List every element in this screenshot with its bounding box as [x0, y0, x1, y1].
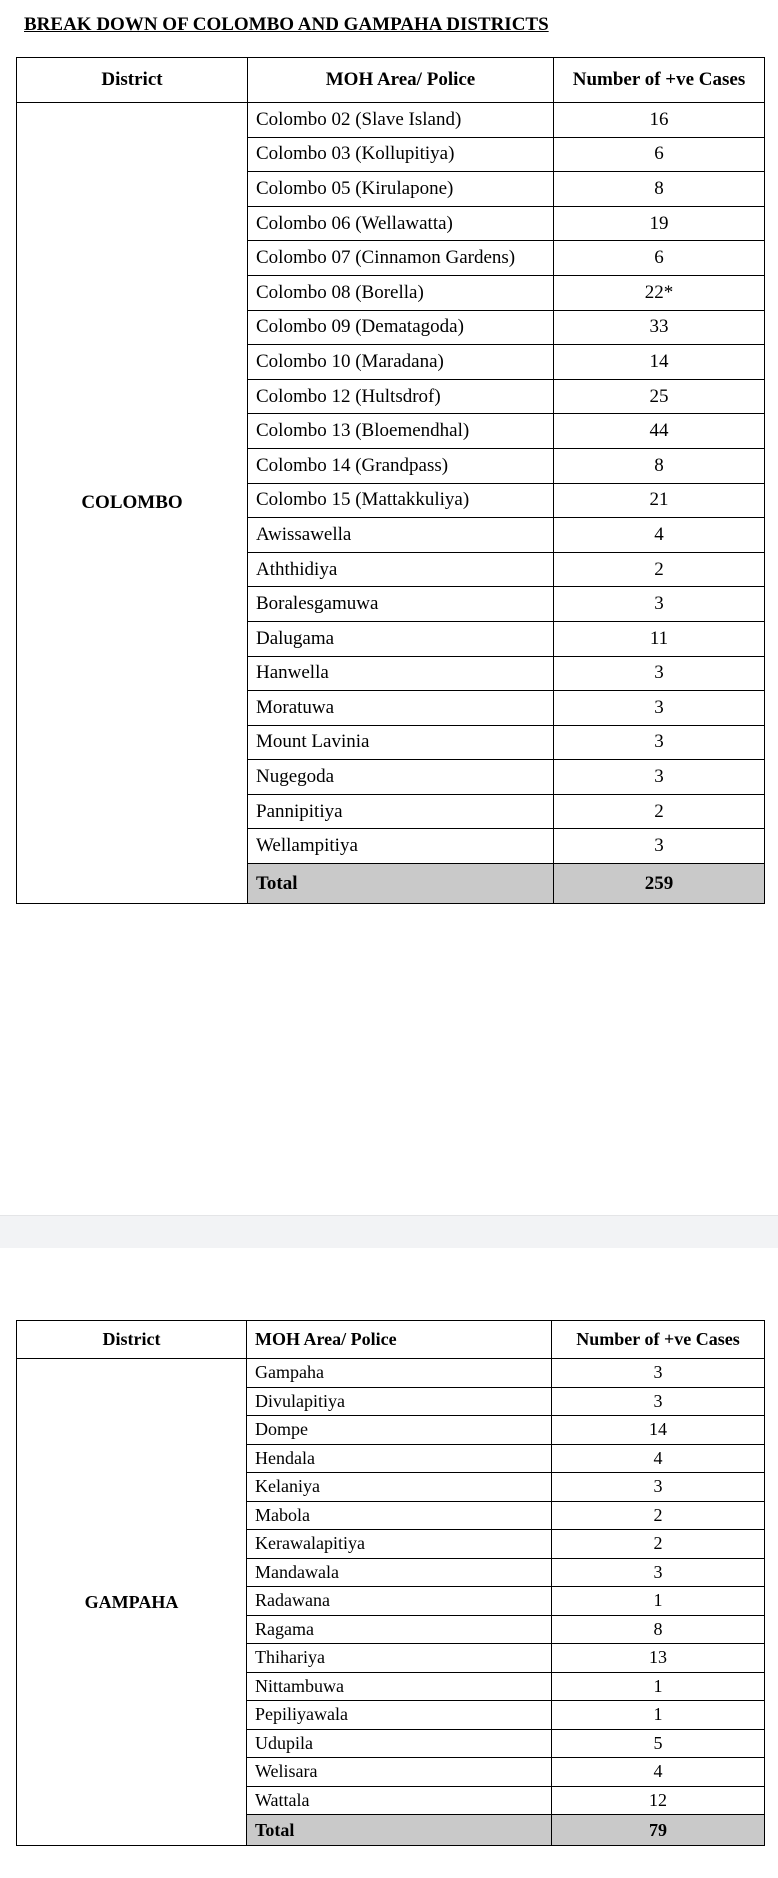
district-cell: GAMPAHA — [17, 1359, 247, 1846]
area-cell: Colombo 02 (Slave Island) — [248, 103, 554, 138]
cases-cell: 3 — [554, 760, 765, 795]
total-value: 259 — [554, 864, 765, 904]
cases-cell: 22* — [554, 275, 765, 310]
area-cell: Awissawella — [248, 518, 554, 553]
cases-cell: 5 — [552, 1729, 765, 1758]
header-row — [17, 1321, 765, 1359]
area-cell: Mount Lavinia — [248, 725, 554, 760]
area-cell: Colombo 14 (Grandpass) — [248, 448, 554, 483]
cases-cell: 3 — [552, 1473, 765, 1502]
table-row — [17, 103, 765, 138]
cases-cell: 3 — [552, 1558, 765, 1587]
header-row — [17, 58, 765, 103]
area-cell: Colombo 06 (Wellawatta) — [248, 206, 554, 241]
area-cell: Wattala — [247, 1786, 552, 1815]
cases-cell: 14 — [554, 345, 765, 380]
area-header: MOH Area/ Police — [248, 58, 554, 103]
area-cell: Colombo 12 (Hultsdrof) — [248, 379, 554, 414]
total-label: Total — [247, 1815, 552, 1846]
cases-header: Number of +ve Cases — [554, 58, 765, 103]
area-cell: Kerawalapitiya — [247, 1530, 552, 1559]
cases-cell: 13 — [552, 1644, 765, 1673]
area-cell: Mabola — [247, 1501, 552, 1530]
page-separator — [0, 1215, 778, 1248]
cases-cell: 2 — [552, 1501, 765, 1530]
area-cell: Mandawala — [247, 1558, 552, 1587]
cases-cell: 14 — [552, 1416, 765, 1445]
total-value: 79 — [552, 1815, 765, 1846]
cases-cell: 1 — [552, 1672, 765, 1701]
cases-cell: 3 — [554, 587, 765, 622]
cases-cell: 6 — [554, 241, 765, 276]
gampaha-table — [16, 1320, 765, 1846]
cases-cell: 3 — [552, 1387, 765, 1416]
cases-cell: 25 — [554, 379, 765, 414]
district-header: District — [17, 1321, 247, 1359]
cases-cell: 1 — [552, 1701, 765, 1730]
cases-cell: 2 — [554, 552, 765, 587]
cases-cell: 3 — [552, 1359, 765, 1388]
cases-cell: 3 — [554, 656, 765, 691]
area-cell: Colombo 05 (Kirulapone) — [248, 172, 554, 207]
area-cell: Welisara — [247, 1758, 552, 1787]
area-cell: Thihariya — [247, 1644, 552, 1673]
area-cell: Udupila — [247, 1729, 552, 1758]
area-cell: Nugegoda — [248, 760, 554, 795]
cases-cell: 11 — [554, 621, 765, 656]
cases-cell: 21 — [554, 483, 765, 518]
area-cell: Colombo 03 (Kollupitiya) — [248, 137, 554, 172]
area-cell: Boralesgamuwa — [248, 587, 554, 622]
cases-cell: 33 — [554, 310, 765, 345]
table-row — [17, 1359, 765, 1388]
area-cell: Pannipitiya — [248, 794, 554, 829]
area-cell: Colombo 13 (Bloemendhal) — [248, 414, 554, 449]
cases-cell: 3 — [554, 725, 765, 760]
area-cell: Gampaha — [247, 1359, 552, 1388]
district-header: District — [17, 58, 248, 103]
area-cell: Kelaniya — [247, 1473, 552, 1502]
cases-cell: 3 — [554, 691, 765, 726]
cases-cell: 8 — [554, 172, 765, 207]
cases-cell: 2 — [552, 1530, 765, 1559]
area-cell: Pepiliyawala — [247, 1701, 552, 1730]
cases-cell: 1 — [552, 1587, 765, 1616]
cases-header: Number of +ve Cases — [552, 1321, 765, 1359]
area-cell: Divulapitiya — [247, 1387, 552, 1416]
cases-cell: 4 — [554, 518, 765, 553]
cases-cell: 8 — [552, 1615, 765, 1644]
area-cell: Colombo 15 (Mattakkuliya) — [248, 483, 554, 518]
cases-cell: 8 — [554, 448, 765, 483]
cases-cell: 3 — [554, 829, 765, 864]
area-cell: Hendala — [247, 1444, 552, 1473]
area-cell: Wellampitiya — [248, 829, 554, 864]
area-cell: Dalugama — [248, 621, 554, 656]
total-label: Total — [248, 864, 554, 904]
area-cell: Aththidiya — [248, 552, 554, 587]
area-cell: Radawana — [247, 1587, 552, 1616]
area-cell: Colombo 07 (Cinnamon Gardens) — [248, 241, 554, 276]
page-title: BREAK DOWN OF COLOMBO AND GAMPAHA DISTRICTS — [24, 14, 549, 35]
area-cell: Hanwella — [248, 656, 554, 691]
colombo-table — [16, 57, 765, 904]
cases-cell: 4 — [552, 1758, 765, 1787]
area-header: MOH Area/ Police — [247, 1321, 552, 1359]
cases-cell: 2 — [554, 794, 765, 829]
area-cell: Nittambuwa — [247, 1672, 552, 1701]
cases-cell: 12 — [552, 1786, 765, 1815]
cases-cell: 16 — [554, 103, 765, 138]
cases-cell: 6 — [554, 137, 765, 172]
area-cell: Dompe — [247, 1416, 552, 1445]
cases-cell: 44 — [554, 414, 765, 449]
cases-cell: 19 — [554, 206, 765, 241]
area-cell: Colombo 10 (Maradana) — [248, 345, 554, 380]
area-cell: Moratuwa — [248, 691, 554, 726]
area-cell: Ragama — [247, 1615, 552, 1644]
area-cell: Colombo 09 (Dematagoda) — [248, 310, 554, 345]
district-cell: COLOMBO — [17, 103, 248, 904]
cases-cell: 4 — [552, 1444, 765, 1473]
area-cell: Colombo 08 (Borella) — [248, 275, 554, 310]
